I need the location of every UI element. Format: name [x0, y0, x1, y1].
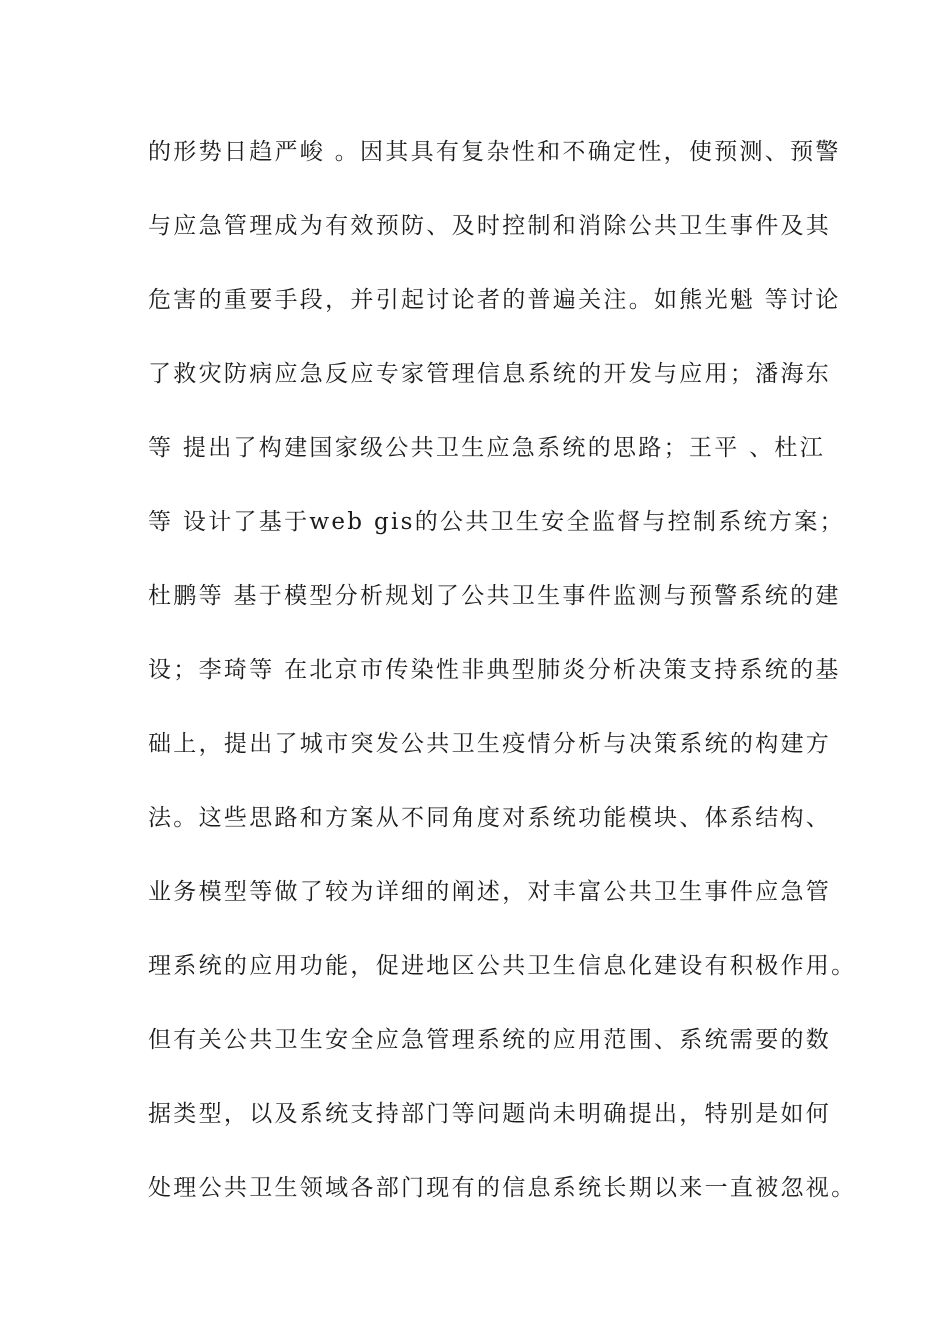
text-line-3: 危害的重要手段，并引起讨论者的普遍关注。如熊光魁 等讨论: [148, 287, 841, 313]
text-line-13: 但有关公共卫生安全应急管理系统的应用范围、系统需要的数: [148, 1027, 832, 1053]
text-line-8: 设；李琦等 在北京市传染性非典型肺炎分析决策支持系统的基: [148, 657, 841, 683]
text-line-4: 了救灾防病应急反应专家管理信息系统的开发与应用；潘海东: [148, 361, 832, 387]
text-line-9: 础上，提出了城市突发公共卫生疫情分析与决策系统的构建方: [148, 731, 832, 757]
body-paragraph: [148, 132, 857, 1242]
text-line-1: 的形势日趋严峻 。因其具有复杂性和不确定性，使预测、预警: [148, 139, 841, 165]
text-line-2: 与应急管理成为有效预防、及时控制和消除公共卫生事件及其: [148, 213, 832, 239]
text-line-7: 杜鹏等 基于模型分析规划了公共卫生事件监测与预警系统的建: [148, 583, 841, 609]
text-line-6: 等 设计了基于web gis的公共卫生安全监督与控制系统方案；: [148, 509, 845, 535]
text-line-11: 业务模型等做了较为详细的阐述，对丰富公共卫生事件应急管: [148, 879, 832, 905]
text-line-14: 据类型，以及系统支持部门等问题尚未明确提出，特别是如何: [148, 1101, 832, 1127]
text-line-12: 理系统的应用功能，促进地区公共卫生信息化建设有积极作用。: [148, 953, 857, 979]
text-line-10: 法。这些思路和方案从不同角度对系统功能模块、体系结构、: [148, 805, 832, 831]
text-line-15: 处理公共卫生领域各部门现有的信息系统长期以来一直被忽视。: [148, 1175, 857, 1201]
text-line-5: 等 提出了构建国家级公共卫生应急系统的思路；王平 、杜江: [148, 435, 826, 461]
